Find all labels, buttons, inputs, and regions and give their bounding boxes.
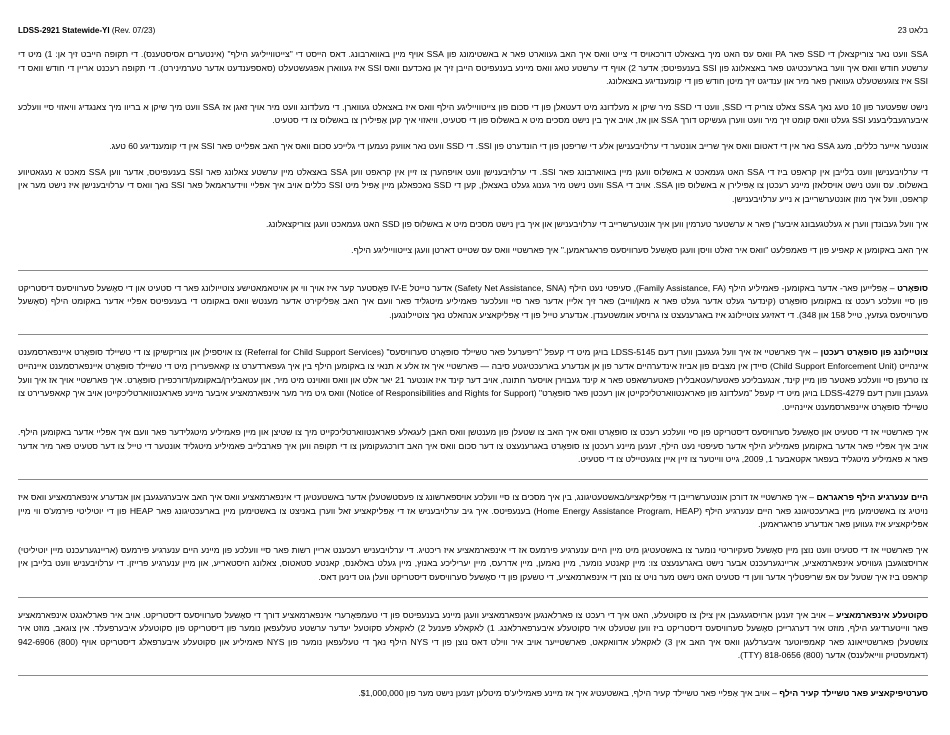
info-section (18, 609, 928, 663)
section-text: – אויב איך זענען ארויסגעגעבן אין צילן צו סקוטעלע, האט איך די רעכט צו פארלאנגען אינפארמאציע וועגן מיינע בענעפיטס פון די טעמפּאָרערי אינפארמאציע דורך די סאָשעל סערוויסעס דיסטריקט. אויב איר פארלאנגט אינפארמאציע פאר ווייטערדיגע הילף, מוזט איר דערגרייכן סאָשעל סערוויסעס דיסטריקט ביז ווען שטעלט איר סקוטעלע איבערפארלאנג. 1) לאקאלע פּענעל 2) לאקאלע סקוטעל יעדער ערשטע טעלעפאן נומער פון דיסטריקט פון סקוטעלע איבערפעלד. אין צוגאב, מוזט איר צושטעלן פארשטייאונג פאר קאמפּיוטער איבערלעגן וואס איך האב אין 3) לאקאלע אדוואקאט, פארשטייער אויב איר ווילט דאס נוצן פון די NYS הילף נאך די טעלעפאן נומער פון NYS פאמיליע און סקוטעלע איבערפאלג דיסטריקט אויף (800) 942-6906 (דאמעסטיק ווייאלענס) אדער (800) 818-0656 (TTY). (18, 609, 929, 661)
childcare-section (18, 687, 928, 701)
section-text: – איך פארשטיי אז איך וועל געגעבן ווערן דעם LDSS-5145 בויגן מיט די קעפל "ריפערעל פאר טשיילד סופּאָרט סערוויסעס" (Referral for Child Support Services) צו אויספילן און צוריקשיקן צו די טשיילד סופּאָרט איינפארסמענט איינהייט (Child Support Enforcement Unit) סיידן אין מצבים פון אביוז אינדערהיים אדער פון אן אנדערע בארעכטיגטע סיבה — פארשטיי איך אז אלע א תנאי צו באקומען הילף בין איך געפארדערט צו קאאפערירן מיט די טשיילד סופּאָרט איינפארסמענט איינהייט צו טרעפן סיי וועלכע פאטער פון מיין קינד, אנגעבליכע פאטער/עטאבלירן פאטערשאפט פאר א קינד געבוירן אויסער חתונה, אויב דער קינד איז אונטער 21 יאר אלט און וואס וואוינט מיט מיר, און עטאבלירן/באקומען/דורכפירן סופּאָרט. איך פארשטיי אויך אז איך וועל געגעבן ווערן דעם LDSS-4279 בויגן מיט די קעפל "מעלדונג פון פאראנטווארטליכקייטן און רעכטן פאר סופּאָרט" (Notice of Responsibilities and Rights for Support) וואס גיט מיר מער אינפארמאציע איבער מיינע פאראנטווארטליכקייטן אויב איך קאאפערירט צו טשיילד סופּאָרט איינפארסמענט איינהייט. (18, 347, 929, 412)
support-rights-section (18, 346, 928, 414)
form-id (18, 26, 155, 35)
section-text: – אויב איך אַפּליי פאר טשיילד קעיר הילף, באשטעטיג איך אז מיינע פאמיליע'ס מיטלען זענען נישט מער פון $1,000,000. (358, 688, 780, 698)
support-section (18, 282, 928, 323)
section-term: היים ענערגיע הילף פראגראם (816, 492, 928, 503)
heap-paragraph-2: איך פארשטיי אז די סטעיט וועט נוצן מיין סאָשעל סעקיוריטי נומער צו באשטעטיגן מיט מיין היים ענערגיע פירמעס אז די אינפארמאציע איז ריכטיג. די ערלויבעניש רעכענט אריין רשות פאר סיי וועלכע פון מיינע היים ענערגיע פירמעס (אריינגערעכנט מיין יוטיליטי) ארויסצוגעבן געוויסע אינפארמאציע, אריינגערעכנט אבער נישט באגרענעצט צו: מיין קאנטע נומער, מיין נאמען, מיין אדרעס, מיין יעריליכע באנוץ, מיין געלט באלאנס, קאנטע סטאטוס, צאלונג היסטאריע, און מיין ענערגיע פרייזן. די ערלויבעניש וועט בלייבן אין קראפט ביז איך שטעל עס אפּ שריפטליך אדער ווען די סטעיט האט נישט מער נויט צו נוצן די אינפארמאציע, די טשעקן פון די סאָשעל סערוויסעס דיסטריקט וועלן גוט דינען דאס. (18, 544, 928, 583)
section-text: – אַפּלייען פאר- אדער באקומען- פאמיליע הילף (Family Assistance, FA), סעיפטי נעט הילף (Safety Net Assistance, SNA) אדער טייטל IV-E פאָסטער קער איז אויך ווי אן אויטאמאטישע צוטייולונג פאר די סטעיט און די סאָשעל סערוויסעס דיסטריקט פון סיי וועלכע רעכט צו באקומען סופּאָרט (קינדער געלט אדער געלט פאר א מאן/ווייב) פאר זיך אליין אדער פאר סיי וועלכער פאמיליע מיטגליד פאר וועם איך האב אַפּליקירט אדער מענטש וואס באקומט די בענעפיטס אפּליי אדער באקומט הילף (סאָשעל סערוויסעס געזעץ, טייל 158 און 348). די דאזיגע צוטיילונג איז באגרענעצט צו גרויסע אומשטענדן. אנדערע טייל פון די אַפּליקאציע אנהאלט נאך צוטיילונגען. (18, 282, 928, 320)
intro-paragraph-6: איך האב באקומען א קאפיע פון די פאמפלעט "וואס איר זאלט וויסן וועגן סאָשעל סערוויסעס פראגראמען." איך פארשטיי וואס עס שטייט דארטן וועגן צייטווייליגע הילף. (351, 244, 928, 255)
section-divider (18, 675, 928, 676)
section-term: סערטיפיקאציע פאר טשיילד קעיר הילף (779, 688, 928, 698)
intro-paragraph-3: אונטער אייער כללים, מעג SSA נאר אין די דאטום וואס איך שרייב אונטער די ערלויבענישן אלע די שריפטן פון די הונדערט פון SSI. די SSD וועט נאר אוועק נעמען די גלייכע סכום וואס איך האב אפּלייט פאר SSI אין די קומענדיגע 60 טעג. (109, 140, 928, 151)
section-divider (18, 270, 928, 271)
document-body (18, 48, 928, 713)
section-text: – איך פארשטיי אז דורכן אונטערשרייבן די אַפּליקאציע/באשטעטיגונג, בין איך מסכים צו סיי וועלכע אויספארשונג צו פעסטשטעלן אדער באשטעטיגן די אינפארמאציע וואס איך האב איבערגעגעבן און אנדערע אינפארמאציע וואס איז נויטיג צו באשטימען מיין בארעכטיגונג פאר היים ענערגיע הילף (Home Energy Assistance Program, HEAP) בענעפיטס. איך גיב ערלויבעניש אז די אַפּליקאציע זאל ווערן באניצט צו באשטימען מיין בארעכטיגונג פאר HEAP פון די יוטיליטי פירמע'ס ווי מיין אפּליקאציע איז געווען פאר אנדערע פראגראמען. (18, 492, 929, 530)
form-number: LDSS-2921 Statewide-YI (18, 26, 110, 35)
intro-paragraph-1: SSA וועט נאר צוריקצאלן די SSD פאר PA וואס עס האט מיך באצאלט דורכאויס די צייט וואס איך האב געווארט פאר א באשטימונג פון SSA אויף מיין באווארבונג. דאס הייסט די "צייטווייליגע הילף" (אינטערים אסיסטענס). די תקופה הייבט זיך אן: 1) מיט די ערשטע חודש וואס איך ווער בארעכטיגט פאר באצאלונג פון SSI בענעפיטס; אדער 2) אויף די ערשטע טאג וואס מיינע בענעפיטס הייבן זיך אן נאכדעם וואס SSI איז געווארן אפגעשטעלט (סאספענדעט אדער טערמינירט). די תקופה רעכנט אריין די חודש וואס די SSI איז צוגעשטעלט געווארן פאר מיר און ענדיגט זיך מיטן חודש פון די קומענדיגע באצאלונג. (18, 49, 928, 87)
support-rights-paragraph-2: איך פארשטיי אז די סטעיט און סאָשעל סערוויסעס דיסטריקט פון סיי וועלכע רעכט צו סופּאָרט וואס איך האב צו שטעלן פון מענטשן וואס האבן לעגאלע פאראנטווארטליכקייט מיך צו שטיצן און מיין פאמיליע מיטגלידער פאר וועם איך אפּליי אדער באקומען הילף. אויב איך אפּליי פאר אדער באקומען פאמיליע הילף אדער סעיפטי נעט הילף, זענען מיינע רעכטן צו סופּאָרט באגרענעצט צו דער סכום וואס איך האב דורכגעקומען צו די תקופה ווען איך פארבלייב פאמיליע מיטגליד אונטער די טייל צו דער סטעיט פאר מיר אדער פאר א פאמיליע מיטגליד בעפאר אקטאבער 1, 2009, גייט ווייטער צו זיין איין צוגעטיילט צו די סטעיט. (18, 427, 928, 465)
page-header (18, 26, 928, 40)
section-term: סופּאָרט (897, 282, 928, 293)
form-revision: (Rev. 07/23) (111, 26, 156, 35)
intro-paragraph-4: די ערלויבענישן וועט בלייבן אין קראפט ביז די SSA האט געמאכט א באשלוס וועגן מיין באווארבונג פאר SSI. די ערלויבענישן וועט אויפהערן צו זיין אין קראפט ווען SSA באצאלט מיין ערשטע צאלונג פאר SSI בענעפיטס, אדער ווען SSA מאכט א נעגאטיווע באשלוס. עס וועט נישט אויסלאזן מיינע רעכטן צו אַפּילירן א באשלוס פון SSA. אויב די SSA וועט נישט מיר גענוג געלט באצאלן, קען די SSD נאכפאלגן מיין אַפּיל מיט SSI כללים אויב איך אפּליי ווידעראמאל פאר SSI נאך וואס די ערלויבענישן איז נישט מער אין קראפט, וועל איך מוזן אונטערשרייבן א נייע ערלויבענישן. (18, 166, 929, 204)
section-term: סקוטעלע אינפארמאציע (836, 609, 928, 620)
intro-paragraph-5: איך וועל געבונדן ווערן א געלטגעבונג איבער'ן פאר א ערשטער טערמין ווען איך אונטערשרייב די ערלויבענישן און איך בין נישט מסכים מיט א באשלוס פון SSD האט געמאכט וועגן צוריקצאלונג. (266, 219, 928, 230)
section-term: צוטיילונג פון סופּאָרט רעכטן (820, 347, 929, 358)
page-number: בלאט 23 (897, 26, 928, 35)
heap-section (18, 491, 928, 532)
section-divider (18, 334, 928, 335)
intro-paragraph-2: נישט שפעטער פון 10 טעג נאך SSA צאלט צוריק די SSD, וועט די SSD מיר שיקן א מעלדונג מיט דעטאלן פון די סכום פון צייטווייליגע הילף וואס איז באצאלט געווארן. די מעלדונג וועט מיר אויך זאגן אז SSA וועט מיך שיקן א בריוו מיך צאנגדיג וויאזוי סיי וועלכע איבערגעבליבענע SSI געלט וואס קומט זיך מיר וועט ווערן געשיקט דורך SSA און אז, אויב איך בין נישט מסכים מיט א באשלוס פון די סטעיט, וויאזוי איך קען אַפּילירן צו באשלוס צו די סטעיט. (18, 101, 928, 126)
section-divider (18, 479, 928, 480)
section-divider (18, 597, 928, 598)
